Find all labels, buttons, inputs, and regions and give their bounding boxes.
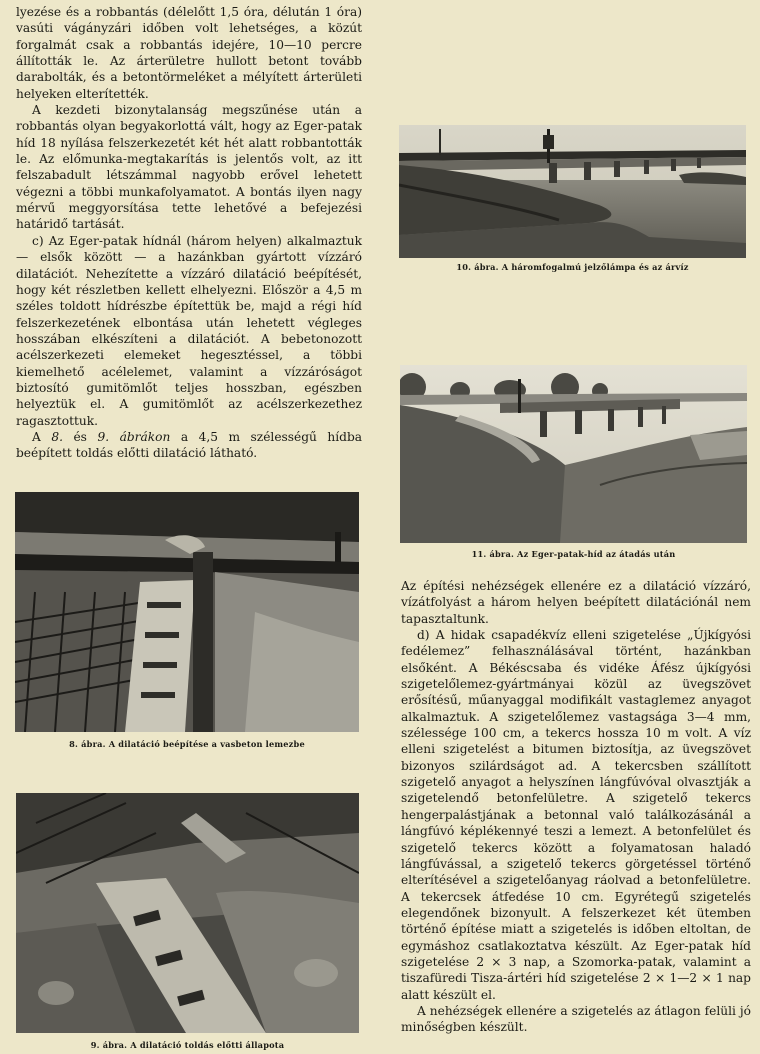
figure-9-photo xyxy=(16,793,359,1033)
right-text-column xyxy=(401,578,751,1036)
text-span: a 4,5 m szélességű hídba beépített toldás előtti dilatáció látható. xyxy=(16,429,363,461)
flood-bridge-image xyxy=(399,125,746,258)
left-text-column xyxy=(16,4,362,462)
expansion-joint-before-extension-image xyxy=(16,793,359,1033)
figure-reference: 8. xyxy=(51,429,63,444)
figure-9-caption: 9. ábra. A dilatáció toldás előtti állapota xyxy=(90,1040,285,1050)
paragraph: A nehézségek ellenére a szigetelés az átlagon felüli jó minőségben készült. xyxy=(401,1003,751,1035)
text-span: és xyxy=(62,429,98,444)
figure-reference: 9. ábrákon xyxy=(97,429,171,444)
figure-8-caption: 8. ábra. A dilatáció beépítése a vasbeton lemezbe xyxy=(69,739,305,749)
text-span: A xyxy=(32,429,52,444)
figure-10-photo xyxy=(399,125,746,258)
paragraph: lyezése és a robbantás (délelőtt 1,5 óra, délután 1 óra) vasúti vágányzári időben volt lehetséges, a közút forgalmát csak a robbantás idejére, 10—10 percre állították le. Az árterületre hullott betont tovább darabolták, és a betontörmeléket a mélyített árterületi helyeken elterítették. xyxy=(16,5,362,101)
figure-8-photo xyxy=(15,492,359,732)
completed-bridge-image xyxy=(400,365,747,543)
figure-11-photo xyxy=(400,365,747,543)
figure-11-caption: 11. ábra. Az Eger-patak-híd az átadás után xyxy=(471,549,676,559)
paragraph: d) A hidak csapadékvíz elleni szigetelése „Újkígyósi fedélemez” felhasználásával történt, hazánkban elsőként. A Békéscsaba és vidéke Áfész újkígyósi szigetelőlemez-gyártmányai közül az üvegszövet erősítésű, műanyaggal modifikált vastaglemez anyagot alkalmaztuk. A szigetelőlemez vastagsága 3—4 mm, szélessége 100 cm, a tekercs hossza 10 m volt. A víz elleni szigetelést a bitumen biztosítja, az üvegszövet bizonyos szilárdságot ad. A tekercsben szállított szigetelő anyagot a helyszínen lángfúvóval olvasztják a szigetelendő betonfelületre. A szigetelő tekercs hengerpalástjának a betonnal való találkozásánál a lángfúvó képlékennyé teszi a lemezt. A betonfelület és szigetelő tekercs között a folyamatosan haladó lángfúvással, a szigetelő tekercs görgetéssel történő elterítésével a szigetelőanyag ráolvad a betonfelületre. A tekercsek átfedése 10 cm. Egyrétegű szigetelés elegendőnek bizonyult. A felszerkezet két ütemben történő építése miatt a szigetelés is időben eltoltan, de egymáshoz csatlakoztatva készült. Az Eger-patak híd szigetelése 2 × 3 nap, a Szomorka-patak, valamint a tiszafüredi Tisza-ártéri híd szigetelése 2 × 1—2 × 1 nap alatt készült el. xyxy=(401,628,751,1002)
paragraph: Az építési nehézségek ellenére ez a dilatáció vízzáró, vízátfolyást a három helyen beépített dilatációnál nem tapasztaltunk. xyxy=(401,579,751,626)
paragraph: c) Az Eger-patak hídnál (három helyen) alkalmaztuk — elsők között — a hazánkban gyártott vízzáró dilatációt. Nehezítette a vízzáró dilatáció beépítését, hogy két részletben kellett elhelyezni. Először a 4,5 m széles toldott hídrészbe építettük be, majd a régi híd felszerkezetének elbontása után lehetett végleges hosszában elkészíteni a dilatációt. A bebetonozott acélszerkezeti elemeket hegesztéssel, a többi kiemelhető acélelemet, valamint a vízzáróságot biztosító gumitömlőt teljes hosszban, egészben helyeztük el. A gumitömlőt az acélszerkezethez ragasztottuk. xyxy=(16,233,362,428)
paragraph: A kezdeti bizonytalanság megszűnése után a robbantás olyan begyakorlottá vált, hogy az Eger-patak híd 18 nyílása felszerkezetét két hét alatt robbantották le. Az előmunka-megtakarítás is jelentős volt, az itt felszabadult létszámmal nagyobb erővel lehetett végezni a többi munkafolyamatot. A bontás ilyen nagy mérvű meggyorsítása tette lehetővé a befejezési határidő tartását. xyxy=(16,103,362,232)
expansion-joint-installation-image xyxy=(15,492,359,732)
paragraph-figure-reference xyxy=(16,429,362,462)
figure-10-caption: 10. ábra. A háromfogalmú jelzőlámpa és az árvíz xyxy=(456,262,689,272)
